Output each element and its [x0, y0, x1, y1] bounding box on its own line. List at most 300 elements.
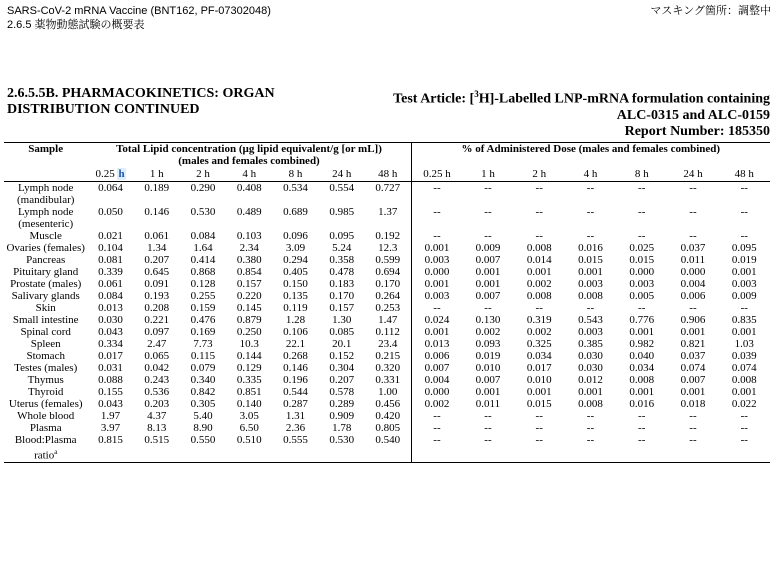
sample-name: Muscle — [29, 230, 62, 242]
dose-percent-value: 0.004 — [680, 278, 706, 290]
dose-percent-value: 0.007 — [475, 254, 501, 266]
lipid-header-line1: Total Lipid concentration (µg lipid equivalent/g [or mL]) — [116, 143, 382, 155]
test-article-line1 — [393, 86, 770, 108]
dose-percent-value: -- — [638, 434, 646, 446]
dose-percent-value: 0.003 — [731, 278, 757, 290]
concentration-value: 0.868 — [190, 266, 216, 278]
concentration-value: 0.287 — [283, 398, 308, 410]
dose-percent-value: 0.014 — [526, 254, 552, 266]
sample-name: Stomach — [26, 350, 65, 362]
dose-percent-value: 0.003 — [578, 326, 603, 338]
table-row — [4, 254, 770, 266]
dose-percent-value: 0.017 — [526, 362, 552, 374]
dose-percent-value: -- — [638, 302, 646, 314]
dose-percent-value: 0.009 — [731, 290, 757, 302]
dose-percent-value: -- — [411, 410, 462, 422]
concentration-value: 0.096 — [283, 230, 308, 242]
concentration-value: 0.305 — [190, 398, 216, 410]
dose-percent-value: 0.003 — [629, 278, 655, 290]
lipid-time-header: 4 h — [242, 168, 257, 180]
dose-percent-value: 0.015 — [526, 398, 552, 410]
concentration-value: 0.215 — [375, 350, 401, 362]
concentration-value: 0.064 — [98, 182, 123, 194]
concentration-value: 1.31 — [285, 410, 306, 422]
dose-percent-value: -- — [740, 182, 748, 194]
sample-name: Pancreas — [26, 254, 66, 266]
concentration-value: 0.408 — [236, 182, 262, 194]
dose-percent-value: 0.008 — [578, 398, 603, 410]
dose-percent-value: -- — [484, 422, 492, 434]
table-row — [4, 386, 770, 398]
dose-percent-value: 0.821 — [680, 338, 706, 350]
dose-percent-value: 0.034 — [526, 350, 552, 362]
sample-name: Plasma — [29, 422, 62, 434]
concentration-value: 0.157 — [236, 278, 262, 290]
concentration-value: 1.78 — [332, 422, 352, 434]
concentration-value: 22.1 — [285, 338, 306, 350]
dose-percent-value: 0.012 — [578, 374, 603, 386]
concentration-value: 2.47 — [147, 338, 167, 350]
lipid-time-value: 0.25 — [95, 168, 118, 180]
organ-distribution-table — [4, 142, 770, 463]
dose-percent-value: -- — [484, 410, 492, 422]
dose-percent-value: 0.010 — [475, 362, 501, 374]
concentration-value: 0.727 — [375, 182, 401, 194]
concentration-value: 3.97 — [100, 422, 121, 434]
concentration-value: 0.112 — [375, 326, 400, 338]
dose-percent-value: 0.022 — [731, 398, 757, 410]
concentration-value: 0.157 — [329, 302, 355, 314]
concentration-value: 0.146 — [283, 362, 308, 374]
concentration-value: 1.97 — [100, 410, 121, 422]
administered-dose-header: % of Administered Dose (males and females combined) — [411, 143, 770, 168]
concentration-value: 10.3 — [239, 338, 259, 350]
lipid-time-header: 2 h — [196, 168, 210, 180]
concentration-value: 0.119 — [283, 302, 308, 314]
concentration-value: 0.159 — [190, 302, 216, 314]
concentration-value: 0.478 — [329, 266, 355, 278]
dose-percent-value: 0.015 — [578, 254, 603, 266]
dose-percent-value: 0.074 — [731, 362, 757, 374]
dose-time-header: 2 h — [532, 168, 547, 180]
sample-name: Skin — [35, 302, 56, 314]
lipid-header-line2: (males and females combined) — [178, 155, 320, 167]
dose-percent-value: 0.002 — [526, 278, 552, 290]
concentration-value: 0.555 — [283, 434, 308, 446]
sample-name: Blood:Plasma ratio$^a$ — [14, 434, 77, 462]
dose-percent-value: 0.008 — [526, 290, 552, 302]
dose-time-header: 48 h — [734, 168, 754, 180]
dose-percent-value: 0.074 — [680, 362, 706, 374]
concentration-value: 0.456 — [375, 398, 401, 410]
concentration-value: 0.192 — [375, 230, 401, 242]
section-title — [7, 86, 275, 118]
dose-percent-value: 0.004 — [411, 374, 462, 386]
dose-percent-value: 0.001 — [526, 386, 552, 398]
concentration-value: 0.095 — [329, 230, 355, 242]
dose-percent-value: 0.030 — [578, 350, 603, 362]
concentration-value: 0.290 — [190, 182, 216, 194]
table-row — [4, 374, 770, 386]
concentration-value: 7.73 — [193, 338, 213, 350]
concentration-value: 0.851 — [236, 386, 262, 398]
dose-percent-value: -- — [411, 434, 462, 462]
concentration-value: 23.4 — [378, 338, 398, 350]
dose-percent-value: 0.001 — [731, 386, 757, 398]
concentration-value: 0.207 — [329, 374, 355, 386]
dose-percent-value: -- — [411, 182, 462, 207]
concentration-value: 2.34 — [239, 242, 259, 254]
table-row — [4, 302, 770, 314]
table-row — [4, 290, 770, 302]
dose-percent-value: -- — [411, 302, 462, 314]
concentration-value: 0.065 — [144, 350, 170, 362]
concentration-value: 5.24 — [332, 242, 352, 254]
concentration-value: 0.815 — [98, 434, 123, 446]
concentration-value: 0.476 — [190, 314, 216, 326]
concentration-value: 1.00 — [378, 386, 398, 398]
dose-percent-value: 0.001 — [731, 326, 757, 338]
concentration-value: 0.140 — [236, 398, 262, 410]
section-title-line1: 2.6.5.5B. PHARMACOKINETICS: ORGAN — [7, 86, 275, 101]
concentration-value: 0.169 — [190, 326, 216, 338]
concentration-value: 0.084 — [98, 290, 123, 302]
dose-percent-value: -- — [689, 230, 697, 242]
masking-note: マスキング箇所：調整中 — [650, 5, 771, 17]
concentration-value: 3.09 — [285, 242, 306, 254]
dose-percent-value: 0.001 — [629, 326, 655, 338]
dose-percent-value: -- — [484, 302, 492, 314]
dose-percent-value: 0.019 — [475, 350, 501, 362]
sample-name: Thyroid — [27, 386, 64, 398]
dose-percent-value: 0.001 — [629, 386, 655, 398]
concentration-value: 0.091 — [144, 278, 170, 290]
concentration-value: 0.339 — [98, 266, 123, 278]
concentration-value: 0.084 — [190, 230, 216, 242]
concentration-value: 0.550 — [190, 434, 216, 446]
dose-percent-value: 0.002 — [411, 398, 462, 410]
sample-name: Thymus — [27, 374, 64, 386]
concentration-value: 0.250 — [236, 326, 262, 338]
dose-percent-value: -- — [638, 206, 646, 218]
concentration-value: 0.115 — [190, 350, 216, 362]
concentration-value: 0.358 — [329, 254, 355, 266]
concentration-value: 0.320 — [375, 362, 401, 374]
dose-percent-value: -- — [535, 434, 543, 446]
concentration-value: 0.103 — [236, 230, 262, 242]
concentration-value: 0.530 — [329, 434, 355, 446]
dose-percent-value: 0.037 — [680, 242, 706, 254]
concentration-value: 0.689 — [283, 206, 308, 218]
table-row — [4, 362, 770, 374]
sample-name: Spinal cord — [20, 326, 71, 338]
dose-percent-value: 0.018 — [680, 398, 706, 410]
concentration-value: 3.05 — [239, 410, 259, 422]
concentration-value: 0.599 — [375, 254, 401, 266]
dose-percent-value: 0.016 — [578, 242, 603, 254]
concentration-value: 0.331 — [375, 374, 401, 386]
dose-time-header: 1 h — [481, 168, 495, 180]
sample-column-header: Sample — [28, 143, 64, 155]
concentration-value: 0.097 — [144, 326, 170, 338]
dose-percent-value: 0.006 — [411, 350, 462, 362]
dose-percent-value: -- — [535, 422, 543, 434]
concentration-value: 0.534 — [283, 182, 308, 194]
sample-name: Spleen — [30, 338, 61, 350]
concentration-value: 0.540 — [375, 434, 401, 446]
dose-percent-value: -- — [586, 182, 595, 194]
test-article-formulation: H]-Labelled LNP-mRNA formulation containing — [478, 91, 770, 107]
concentration-value: 2.36 — [285, 422, 306, 434]
dose-percent-value: -- — [689, 302, 697, 314]
concentration-value: 0.081 — [98, 254, 123, 266]
dose-percent-value: 0.040 — [629, 350, 655, 362]
dose-percent-value: -- — [535, 230, 543, 242]
concentration-value: 0.017 — [98, 350, 123, 362]
sample-name: Testes (males) — [14, 362, 78, 374]
dose-percent-value: 0.001 — [475, 278, 501, 290]
dose-percent-value: -- — [638, 230, 646, 242]
concentration-value: 0.106 — [283, 326, 308, 338]
concentration-value: 0.042 — [144, 362, 170, 374]
report-number: Report Number: 185350 — [624, 123, 770, 139]
product-name: SARS-CoV-2 mRNA Vaccine (BNT162, PF-07302048) — [7, 5, 271, 17]
concentration-value: 0.221 — [144, 314, 170, 326]
dose-percent-value: 0.001 — [680, 326, 706, 338]
test-article-line2: ALC-0315 and ALC-0159 — [616, 107, 770, 123]
lipid-time-header: 1 h — [149, 168, 164, 180]
concentration-value: 0.061 — [98, 278, 123, 290]
dose-percent-value: -- — [689, 434, 697, 446]
concentration-value: 0.193 — [144, 290, 170, 302]
lipid-time-header: 8 h — [288, 168, 303, 180]
concentration-value: 0.183 — [329, 278, 355, 290]
dose-percent-value: 0.009 — [475, 242, 501, 254]
concentration-value: 0.150 — [283, 278, 308, 290]
dose-percent-value: 0.982 — [629, 338, 655, 350]
dose-percent-value: 0.008 — [526, 242, 552, 254]
dose-percent-value: 1.03 — [734, 338, 754, 350]
dose-percent-value: -- — [411, 230, 462, 242]
concentration-value: 0.189 — [144, 182, 170, 194]
concentration-value: 0.061 — [144, 230, 170, 242]
concentration-value: 0.220 — [236, 290, 262, 302]
dose-time-header: 4 h — [583, 168, 598, 180]
tritium-superscript: 3 — [474, 89, 479, 99]
dose-time-header: 24 h — [683, 168, 703, 180]
sample-name: Whole blood — [17, 410, 75, 422]
concentration-value: 0.645 — [144, 266, 170, 278]
concentration-value: 0.043 — [98, 326, 123, 338]
sample-name: Small intestine — [12, 314, 79, 326]
dose-percent-value: -- — [484, 434, 492, 446]
concentration-value: 0.208 — [144, 302, 170, 314]
dose-percent-value: 0.039 — [731, 350, 757, 362]
concentration-value: 0.554 — [329, 182, 355, 194]
table-row — [4, 398, 770, 410]
concentration-value: 0.031 — [98, 362, 123, 374]
dose-percent-value: 0.019 — [731, 254, 757, 266]
document-header — [7, 4, 271, 32]
dose-percent-value: -- — [689, 422, 697, 434]
dose-percent-value: 0.319 — [526, 314, 552, 326]
section-reference: 2.6.5 薬物動態試験の概要表 — [7, 19, 145, 31]
concentration-value: 1.37 — [378, 206, 398, 218]
dose-percent-value: -- — [740, 422, 748, 434]
concentration-value: 20.1 — [332, 338, 352, 350]
dose-percent-value: -- — [689, 182, 697, 194]
sample-name: Salivary glands — [11, 290, 80, 302]
concentration-value: 0.414 — [190, 254, 216, 266]
concentration-value: 0.304 — [329, 362, 355, 374]
dose-percent-value: -- — [484, 230, 492, 242]
concentration-value: 1.64 — [193, 242, 213, 254]
dose-percent-value: 0.005 — [629, 290, 655, 302]
dose-percent-value: -- — [484, 182, 492, 194]
concentration-value: 0.842 — [190, 386, 216, 398]
concentration-value: 8.90 — [193, 422, 213, 434]
dose-percent-value: 0.008 — [731, 374, 757, 386]
concentration-value: 0.694 — [375, 266, 401, 278]
dose-percent-value: -- — [740, 302, 748, 314]
concentration-value: 0.854 — [236, 266, 262, 278]
concentration-value: 0.253 — [375, 302, 401, 314]
test-article-prefix: Test Article: [ — [393, 91, 475, 107]
concentration-value: 0.544 — [283, 386, 308, 398]
concentration-value: 0.405 — [283, 266, 308, 278]
dose-percent-value: 0.001 — [680, 386, 706, 398]
lipid-time-header: 48 h — [378, 168, 398, 180]
dose-percent-value: 0.010 — [526, 374, 552, 386]
table-row — [4, 434, 770, 462]
concentration-value: 0.420 — [375, 410, 401, 422]
dose-percent-value: -- — [484, 206, 492, 218]
concentration-value: 0.203 — [144, 398, 170, 410]
dose-percent-value: 0.037 — [680, 350, 706, 362]
concentration-value: 0.255 — [190, 290, 216, 302]
dose-percent-value: -- — [740, 206, 748, 218]
concentration-value: 0.380 — [236, 254, 262, 266]
table-row — [4, 206, 770, 230]
concentration-value: 0.340 — [190, 374, 216, 386]
highlighted-unit: h — [118, 168, 125, 180]
dose-percent-value: 0.095 — [731, 242, 757, 254]
dose-percent-value: 0.000 — [411, 386, 462, 398]
dose-percent-value: -- — [740, 230, 748, 242]
dose-percent-value: -- — [689, 410, 697, 422]
dose-percent-value: 0.385 — [578, 338, 603, 350]
dose-percent-value: 0.776 — [629, 314, 655, 326]
concentration-value: 0.578 — [329, 386, 355, 398]
dose-percent-value: -- — [740, 410, 748, 422]
table-row — [4, 230, 770, 242]
dose-percent-value: -- — [586, 302, 595, 314]
concentration-value: 0.144 — [236, 350, 262, 362]
dose-percent-value: -- — [638, 422, 646, 434]
table-row — [4, 266, 770, 278]
concentration-value: 5.40 — [193, 410, 213, 422]
concentration-value: 0.128 — [190, 278, 216, 290]
dose-percent-value: -- — [411, 206, 462, 230]
concentration-value: 0.515 — [144, 434, 170, 446]
sample-name: Pituitary gland — [13, 266, 79, 278]
concentration-value: 12.3 — [378, 242, 398, 254]
dose-percent-value: 0.001 — [411, 326, 462, 338]
concentration-value: 0.489 — [236, 206, 262, 218]
concentration-value: 0.985 — [329, 206, 355, 218]
concentration-value: 0.088 — [98, 374, 123, 386]
dose-percent-value: 0.001 — [475, 266, 501, 278]
table-row — [4, 314, 770, 326]
concentration-value: 0.030 — [98, 314, 123, 326]
dose-percent-value: 0.016 — [629, 398, 655, 410]
table-row — [4, 278, 770, 290]
concentration-value: 0.013 — [98, 302, 123, 314]
concentration-value: 0.129 — [236, 362, 262, 374]
dose-percent-value: 0.007 — [475, 374, 501, 386]
concentration-value: 0.909 — [329, 410, 355, 422]
dose-percent-value: 0.013 — [411, 338, 462, 350]
table-row — [4, 410, 770, 422]
dose-percent-value: 0.000 — [680, 266, 706, 278]
dose-percent-value: 0.325 — [526, 338, 552, 350]
concentration-value: 1.28 — [285, 314, 306, 326]
dose-time-header: 0.25 h — [411, 167, 462, 182]
concentration-value: 0.152 — [329, 350, 355, 362]
concentration-value: 0.334 — [98, 338, 123, 350]
dose-percent-value: 0.007 — [680, 374, 706, 386]
lipid-concentration-header — [87, 143, 411, 168]
dose-time-header: 8 h — [634, 168, 649, 180]
footnote-marker: a — [54, 448, 58, 456]
dose-percent-value: 0.001 — [526, 266, 552, 278]
dose-percent-value: -- — [411, 422, 462, 434]
time-row-spacer — [4, 167, 87, 182]
sample-name: Ovaries (females) — [6, 242, 85, 254]
dose-percent-value: -- — [740, 434, 748, 446]
concentration-value: 0.104 — [98, 242, 123, 254]
dose-percent-value: 0.001 — [411, 278, 462, 290]
sample-name: Lymph node (mandibular) — [16, 182, 75, 206]
concentration-value: 0.079 — [190, 362, 216, 374]
dose-percent-value: 0.000 — [411, 266, 462, 278]
concentration-value: 0.155 — [98, 386, 123, 398]
dose-percent-value: 0.001 — [578, 266, 603, 278]
concentration-value: 0.145 — [236, 302, 262, 314]
concentration-value: 6.50 — [239, 422, 259, 434]
concentration-value: 8.13 — [147, 422, 167, 434]
concentration-value: 0.243 — [144, 374, 170, 386]
concentration-value: 1.30 — [332, 314, 352, 326]
table-row — [4, 422, 770, 434]
concentration-value: 0.805 — [375, 422, 401, 434]
dose-percent-value: 0.130 — [475, 314, 501, 326]
dose-percent-value: -- — [535, 302, 543, 314]
concentration-value: 0.335 — [236, 374, 262, 386]
table-body — [4, 182, 770, 463]
concentration-value: 0.536 — [144, 386, 170, 398]
concentration-value: 1.34 — [147, 242, 167, 254]
concentration-value: 0.294 — [283, 254, 308, 266]
concentration-value: 1.47 — [378, 314, 398, 326]
dose-percent-value: -- — [586, 410, 595, 422]
dose-percent-value: 0.001 — [411, 242, 462, 254]
dose-percent-value: -- — [689, 206, 697, 218]
dose-percent-value: 0.008 — [578, 290, 603, 302]
dose-percent-value: 0.003 — [578, 278, 603, 290]
dose-percent-value: 0.025 — [629, 242, 655, 254]
dose-percent-value: -- — [586, 230, 595, 242]
